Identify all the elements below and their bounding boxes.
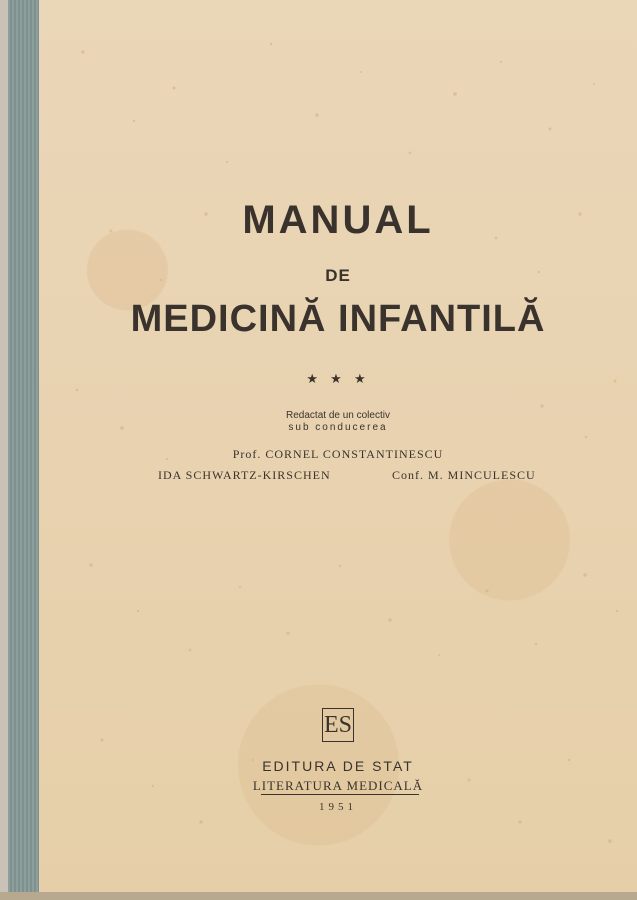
publisher-name: EDITURA DE STAT bbox=[262, 758, 414, 774]
book-edge bbox=[0, 0, 8, 900]
star-ornament: ★ ★ ★ bbox=[306, 372, 370, 387]
publisher-rule bbox=[261, 794, 419, 795]
editorial-note-line-1: Redactat de un colectiv bbox=[286, 410, 390, 421]
lead-author: Prof. CORNEL CONSTANTINESCU bbox=[232, 447, 444, 461]
co-author-left: IDA SCHWARTZ-KIRSCHEN bbox=[158, 468, 331, 482]
title-de: DE bbox=[325, 266, 351, 285]
cloth-spine bbox=[8, 0, 39, 900]
editorial-note-line-2: sub conducerea bbox=[288, 422, 388, 433]
book-title: MEDICINĂ INFANTILĂ bbox=[130, 298, 546, 340]
co-author-right: Conf. M. MINCULESCU bbox=[392, 468, 536, 482]
publisher-imprint: LITERATURA MEDICALĂ bbox=[252, 778, 424, 793]
title-manual: MANUAL bbox=[242, 198, 434, 242]
publication-year: 1951 bbox=[319, 801, 357, 813]
bottom-page-edge bbox=[0, 892, 637, 900]
publisher-logo: ES bbox=[322, 708, 354, 742]
